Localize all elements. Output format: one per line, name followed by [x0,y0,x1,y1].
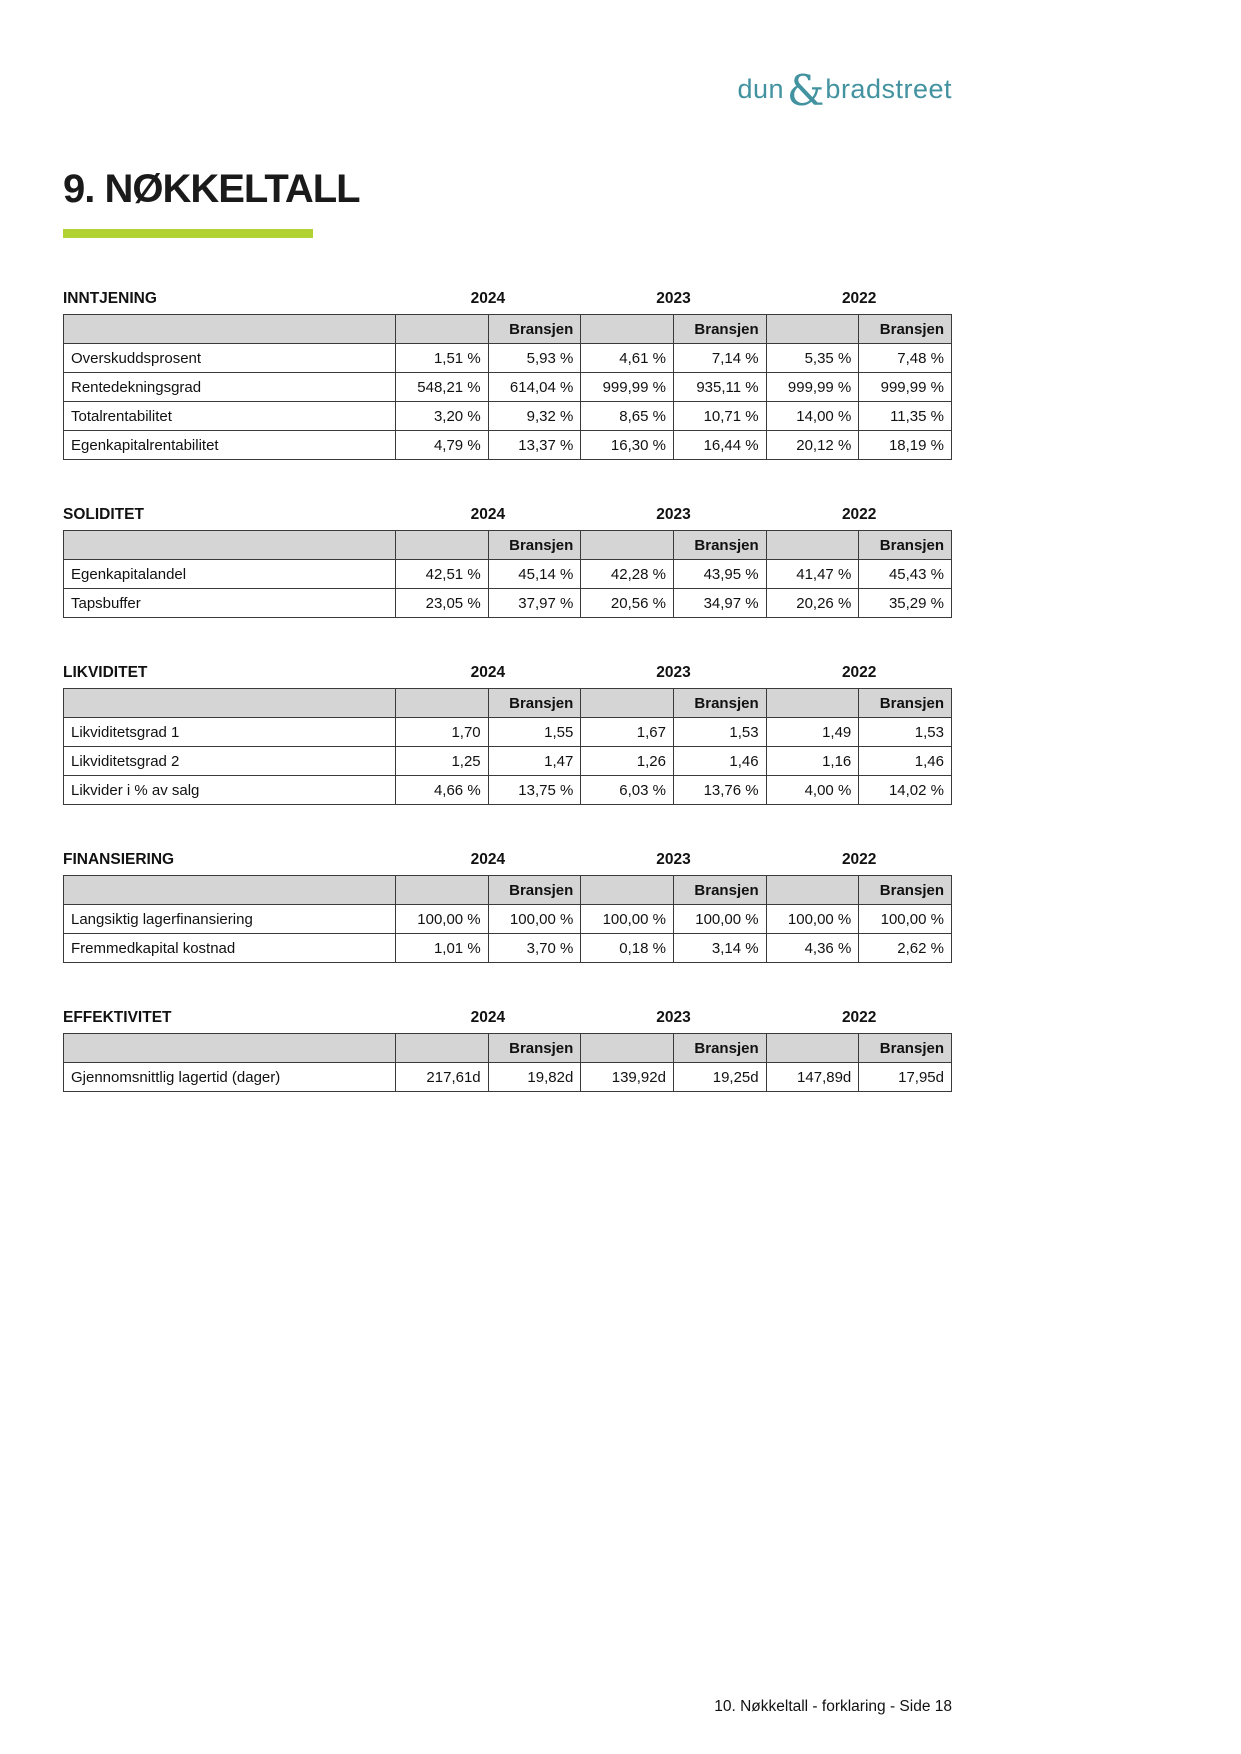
value-cell: 14,00 % [766,402,859,431]
table-header-row [63,1009,952,1027]
row-label: Fremmedkapital kostnad [64,934,396,963]
value-cell: 100,00 % [581,905,674,934]
year-label-2023: 2023 [656,1009,691,1026]
empty-cell [766,531,859,560]
bransjen-header: Bransjen [488,689,581,718]
value-cell: 17,95d [859,1063,952,1092]
value-cell: 14,02 % [859,776,952,805]
year-label-2022: 2022 [841,290,877,307]
value-cell: 9,32 % [488,402,581,431]
year-label-2024: 2024 [470,664,506,681]
empty-cell [64,1034,396,1063]
empty-cell [396,315,489,344]
table-row [64,344,952,373]
bransjen-row [64,315,952,344]
value-cell: 20,12 % [766,431,859,460]
bransjen-header: Bransjen [859,531,952,560]
section-title: SOLIDITET [63,506,144,523]
value-cell: 999,99 % [766,373,859,402]
section-likviditet [63,664,952,805]
section-inntjening [63,290,952,460]
year-label-2024: 2024 [470,1009,506,1026]
table-header-row [63,664,952,682]
year-label-2023: 2023 [656,851,691,868]
row-label: Overskuddsprosent [64,344,396,373]
value-cell: 16,44 % [673,431,766,460]
page-footer: 10. Nøkkeltall - forklaring - Side 18 [714,1698,952,1715]
row-label: Likviditetsgrad 1 [64,718,396,747]
value-cell: 935,11 % [673,373,766,402]
row-label: Likviditetsgrad 2 [64,747,396,776]
value-cell: 4,79 % [396,431,489,460]
empty-cell [581,1034,674,1063]
bransjen-header: Bransjen [673,315,766,344]
empty-cell [581,689,674,718]
year-label-2022: 2022 [841,851,877,868]
data-table [63,1033,952,1092]
bransjen-header: Bransjen [673,689,766,718]
page-content [63,0,952,1092]
value-cell: 548,21 % [396,373,489,402]
year-label-2024: 2024 [470,506,506,523]
dun-bradstreet-logo [63,0,952,115]
value-cell: 7,48 % [859,344,952,373]
value-cell: 100,00 % [488,905,581,934]
row-label: Gjennomsnittlig lagertid (dager) [64,1063,396,1092]
value-cell: 1,67 [581,718,674,747]
value-cell: 45,14 % [488,560,581,589]
row-label: Egenkapitalandel [64,560,396,589]
value-cell: 20,26 % [766,589,859,618]
value-cell: 217,61d [396,1063,489,1092]
value-cell: 100,00 % [766,905,859,934]
value-cell: 45,43 % [859,560,952,589]
year-label-2022: 2022 [841,1009,877,1026]
empty-cell [64,876,396,905]
bransjen-header: Bransjen [859,876,952,905]
empty-cell [64,689,396,718]
bransjen-header: Bransjen [673,531,766,560]
year-label-2024: 2024 [470,851,506,868]
table-row [64,1063,952,1092]
value-cell: 1,51 % [396,344,489,373]
bransjen-header: Bransjen [673,876,766,905]
data-table [63,530,952,618]
bransjen-header: Bransjen [859,315,952,344]
bransjen-header: Bransjen [859,689,952,718]
bransjen-header: Bransjen [859,1034,952,1063]
row-label: Likvider i % av salg [64,776,396,805]
value-cell: 7,14 % [673,344,766,373]
value-cell: 2,62 % [859,934,952,963]
value-cell: 1,47 [488,747,581,776]
bransjen-row [64,1034,952,1063]
value-cell: 37,97 % [488,589,581,618]
bransjen-header: Bransjen [488,1034,581,1063]
value-cell: 147,89d [766,1063,859,1092]
section-soliditet [63,506,952,618]
year-label-2022: 2022 [841,664,877,681]
value-cell: 0,18 % [581,934,674,963]
value-cell: 1,01 % [396,934,489,963]
value-cell: 23,05 % [396,589,489,618]
value-cell: 4,66 % [396,776,489,805]
value-cell: 43,95 % [673,560,766,589]
empty-cell [64,531,396,560]
table-row [64,718,952,747]
value-cell: 3,70 % [488,934,581,963]
bransjen-header: Bransjen [488,876,581,905]
value-cell: 34,97 % [673,589,766,618]
value-cell: 100,00 % [859,905,952,934]
value-cell: 19,25d [673,1063,766,1092]
value-cell: 1,70 [396,718,489,747]
value-cell: 1,53 [859,718,952,747]
section-title: LIKVIDITET [63,664,148,681]
year-label-2023: 2023 [656,290,691,307]
table-row [64,747,952,776]
row-label: Totalrentabilitet [64,402,396,431]
table-row [64,373,952,402]
empty-cell [64,315,396,344]
table-row [64,776,952,805]
value-cell: 5,35 % [766,344,859,373]
value-cell: 35,29 % [859,589,952,618]
page-title: 9. NØKKELTALL [63,167,360,211]
value-cell: 1,25 [396,747,489,776]
value-cell: 42,51 % [396,560,489,589]
value-cell: 1,26 [581,747,674,776]
value-cell: 100,00 % [673,905,766,934]
year-label-2024: 2024 [470,290,506,307]
value-cell: 4,36 % [766,934,859,963]
value-cell: 20,56 % [581,589,674,618]
value-cell: 13,76 % [673,776,766,805]
value-cell: 5,93 % [488,344,581,373]
table-header-row [63,290,952,308]
logo-ampersand-icon: & [787,66,825,115]
empty-cell [396,689,489,718]
value-cell: 3,14 % [673,934,766,963]
empty-cell [581,315,674,344]
empty-cell [766,876,859,905]
row-label: Rentedekningsgrad [64,373,396,402]
row-label: Tapsbuffer [64,589,396,618]
bransjen-header: Bransjen [488,315,581,344]
table-row [64,934,952,963]
empty-cell [396,876,489,905]
year-label-2023: 2023 [656,506,691,523]
value-cell: 1,53 [673,718,766,747]
value-cell: 18,19 % [859,431,952,460]
table-header-row [63,506,952,524]
value-cell: 42,28 % [581,560,674,589]
year-label-2022: 2022 [841,506,877,523]
section-title: FINANSIERING [63,851,175,868]
value-cell: 6,03 % [581,776,674,805]
value-cell: 1,16 [766,747,859,776]
empty-cell [396,1034,489,1063]
section-effektivitet [63,1009,952,1092]
value-cell: 16,30 % [581,431,674,460]
bransjen-row [64,531,952,560]
data-table [63,875,952,963]
logo-text-dun: dun [737,74,785,104]
bransjen-header: Bransjen [673,1034,766,1063]
value-cell: 1,49 [766,718,859,747]
bransjen-row [64,689,952,718]
empty-cell [581,876,674,905]
table-row [64,589,952,618]
value-cell: 614,04 % [488,373,581,402]
value-cell: 999,99 % [859,373,952,402]
value-cell: 11,35 % [859,402,952,431]
value-cell: 1,46 [859,747,952,776]
value-cell: 10,71 % [673,402,766,431]
row-label: Langsiktig lagerfinansiering [64,905,396,934]
value-cell: 100,00 % [396,905,489,934]
bransjen-header: Bransjen [488,531,581,560]
table-header-row [63,851,952,869]
title-accent-bar [63,229,313,238]
logo-text-bradstreet: bradstreet [825,74,952,104]
table-row [64,560,952,589]
data-table [63,314,952,460]
value-cell: 19,82d [488,1063,581,1092]
value-cell: 1,55 [488,718,581,747]
empty-cell [766,1034,859,1063]
value-cell: 3,20 % [396,402,489,431]
value-cell: 4,00 % [766,776,859,805]
empty-cell [766,315,859,344]
section-finansiering [63,851,952,963]
section-title: EFFEKTIVITET [63,1009,172,1026]
data-table [63,688,952,805]
bransjen-row [64,876,952,905]
empty-cell [581,531,674,560]
value-cell: 13,37 % [488,431,581,460]
value-cell: 13,75 % [488,776,581,805]
section-title: INNTJENING [63,290,157,307]
value-cell: 139,92d [581,1063,674,1092]
table-row [64,905,952,934]
value-cell: 1,46 [673,747,766,776]
value-cell: 4,61 % [581,344,674,373]
table-row [64,402,952,431]
table-row [64,431,952,460]
value-cell: 999,99 % [581,373,674,402]
value-cell: 8,65 % [581,402,674,431]
value-cell: 41,47 % [766,560,859,589]
row-label: Egenkapitalrentabilitet [64,431,396,460]
year-label-2023: 2023 [656,664,691,681]
empty-cell [396,531,489,560]
empty-cell [766,689,859,718]
